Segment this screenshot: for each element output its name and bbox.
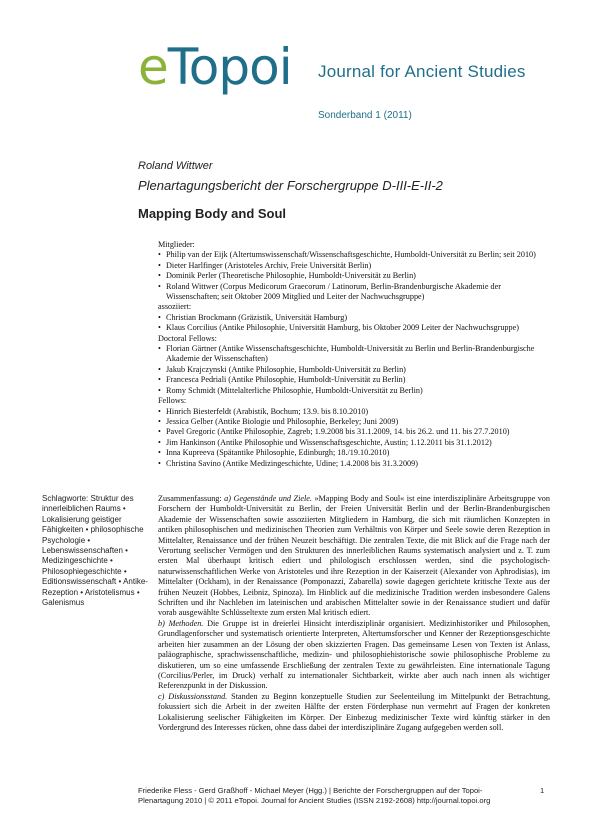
list-item: • Roland Wittwer (Corpus Medicorum Graecorum / Latinorum, Berlin-Brandenburgische Akademie der Wissenschaften; seit Oktober 2009 Mitglied und Leiter der Nachwuchsgruppe) — [158, 282, 553, 303]
journal-name: Journal for Ancient Studies — [318, 62, 526, 81]
fellows-list — [158, 407, 553, 469]
list-item: • Jakub Krajczynski (Antike Philosophie, Humboldt-Universität zu Berlin) — [158, 365, 553, 375]
list-item: • Romy Schmidt (Mittelalterliche Philosophie, Humboldt-Universität zu Berlin) — [158, 386, 553, 396]
list-item: • Klaus Corcilius (Antike Philosophie, Universität Hamburg, bis Oktober 2009 Leiter der Nachwuchsgruppe) — [158, 323, 553, 333]
mitglieder-list — [158, 250, 553, 302]
author-name: Roland Wittwer — [138, 160, 213, 172]
abstract-block — [158, 494, 550, 733]
list-item: • Christian Brockmann (Gräzistik, Universität Hamburg) — [158, 313, 553, 323]
section-a-text: »Mapping Body and Soul« ist eine interdisziplinäre Arbeitsgruppe von Forschern der Humboldt-Universität zu Berlin, der Freien Universität Berlin und der Berlin-Brandenburgischen Akademie der Wissenschaften sowie assoziierten Mitgliedern in Hamburg, die sich mit räumlichen Konzepten in antiken philosophischen und medizinischen Theorien zum Verhältnis von Körper und Seele sowie deren Rezeption in Mittelalter, Renaissance und der frühen Neuzeit beschäftigt. Die zentralen Texte, die mit Blick auf die Frage nach der Verortung seelischer Vermögen und den Strukturen des innerleiblichen Raums systematisch analysiert und z. T. zum ersten Mal überhaupt kritisch ediert und philologisch erschlossen werden, sind die psychologisch-naturwissenschaftlichen Werke von Aristoteles und ihre Rezeption in der Kaiserzeit (Alexander von Aphrodisias), im Mittelalter (Ockham), in der Renaissance (Pomponazzi, Zabarella) sowie dagegen gerichtete kritische Texte aus der frühen Neuzeit (Hobbes, Leibniz, Spinoza). Im Hinblick auf die medizinische Tradition werden insbesondere Galens Schriften und ihr Nachleben im lateinischen und arabischen Mittelalter sowie in der Renaissance studiert und dafür vorab ausgewählte Schlüsseltexte zum ersten Mal kritisch ediert. — [158, 494, 550, 618]
section-b-heading: b) Methoden. — [158, 618, 204, 628]
issue-label: Sonderband 1 (2011) — [318, 110, 412, 121]
associated-label: assoziiert: — [158, 302, 192, 312]
associated-list — [158, 313, 553, 334]
keywords-block — [42, 494, 152, 608]
section-c-text: Standen zu Beginn konzeptuelle Studien zur Seelenteilung im Mittelpunkt der Betrachtung, fokussiert sich die Arbeit in der zweiten Hälfte der ersten Förderphase nun vermehrt auf Fragen der konkreten Lokalisierung seelischer Fähigkeiten im Körper. Der Einbezug medizinischer Texte wird künftig stärker in den Vordergrund des Interesses rücken, ohne dass dabei der interdisziplinäre Zugang aufgegeben werden soll. — [158, 691, 551, 732]
fellows-label: Fellows: — [158, 396, 187, 406]
section-b-text: Die Gruppe ist in dreierlei Hinsicht interdisziplinär organisiert. Medizinhistoriker und Philosophen, Grundlagenforscher und systematisch orientierte Interpreten, Altertumsforscher und Kenner der Rezeptionsgeschichte arbeiten hier zusammen an der Lösung der oben skizzierten Fragen. Das gemeinsame Lesen von Texten ist Anlass, paläographische, sprachwissenschaftliche, medizin- und philosophiehistorische sowie philosophische Probleme zu diskutieren, um so eine umfassende Erschließung der zentralen Texte zu gewährleisten. Eine internationale Tagung (Corcilius/Perler, im Druck) verhalf zu internationaler Sichtbarkeit, wirkte aber auch nach innen als wichtiger Referenzpunkt in der Diskussion. — [158, 618, 551, 691]
abstract-paragraph-a — [158, 494, 550, 619]
keywords-list: Struktur des innerleiblichen Raums • Lokalisierung geistiger Fähigkeiten • philosophische Psychologie • Lebenswissenschaften • Medizingeschichte • Philosophiegeschichte • Editionswissenschaft • Antike-Rezeption • Aristotelismus • Galenismus — [42, 494, 148, 608]
list-item: • Christina Savino (Antike Medizingeschichte, Udine; 1.4.2008 bis 31.3.2009) — [158, 459, 553, 469]
etopoi-logo — [138, 38, 292, 96]
abstract-label: Zusammenfassung: — [158, 494, 222, 503]
doctoral-label: Doctoral Fellows: — [158, 333, 217, 343]
logo-topoi: Topoi — [167, 38, 292, 96]
list-item: • Philip van der Eijk (Altertumswissenschaft/Wissenschaftsgeschichte, Humboldt-Universität zu Berlin; seit 2010) — [158, 250, 553, 260]
keywords-label: Schlagworte: — [42, 494, 89, 503]
logo-e: e — [138, 38, 168, 96]
list-item: • Hinrich Biesterfeldt (Arabistik, Bochum; 13.9. bis 8.10.2010) — [158, 407, 553, 417]
section-c-heading: c) Diskussionsstand. — [158, 691, 228, 701]
list-item: • Inna Kupreeva (Spätantike Philosophie, Edinburgh; 18./19.10.2010) — [158, 448, 553, 458]
report-subtitle: Plenartagungsbericht der Forschergruppe D-III-E-II-2 — [138, 178, 443, 193]
list-item: • Jim Hankinson (Antike Philosophie und Wissenschaftsgeschichte, Austin; 1.12.2011 bis 31.1.2012) — [158, 438, 553, 448]
list-item: • Francesca Pedriali (Antike Philosophie, Humboldt-Universität zu Berlin) — [158, 375, 553, 385]
section-a-heading: a) Gegenstände und Ziele. — [224, 494, 312, 503]
list-item: • Dominik Perler (Theoretische Philosophie, Humboldt-Universität zu Berlin) — [158, 271, 553, 281]
abstract-paragraph-b — [158, 619, 550, 692]
members-list — [158, 240, 553, 469]
page-number: 1 — [540, 786, 545, 795]
footer-citation — [138, 786, 528, 806]
list-item: • Dieter Harlfinger (Aristoteles Archiv, Freie Universität Berlin) — [158, 261, 553, 271]
list-item: • Jessica Gelber (Antike Biologie und Philosophie, Berkeley; Juni 2009) — [158, 417, 553, 427]
footer-line-1: Friederike Fless - Gerd Graßhoff - Michael Meyer (Hgg.) | Berichte der Forschergruppen auf der Topoi- — [138, 786, 483, 795]
list-item: • Florian Gärtner (Antike Wissenschaftsgeschichte, Humboldt-Universität zu Berlin und Berlin-Brandenburgische Akademie der Wissenschaften) — [158, 344, 553, 365]
list-item: • Pavel Gregoric (Antike Philosophie, Zagreb; 1.9.2008 bis 31.1.2009, 14. bis 26.2. und 11. bis 27.7.2010) — [158, 427, 553, 437]
abstract-paragraph-c — [158, 692, 550, 734]
footer-line-2: Plenartagung 2010 | © 2011 eTopoi. Journal for Ancient Studies (ISSN 2192-2608) http://journal.topoi.org — [138, 796, 491, 805]
members-label: Mitglieder: — [158, 240, 195, 249]
doctoral-list — [158, 344, 553, 396]
report-title: Mapping Body and Soul — [138, 206, 287, 221]
